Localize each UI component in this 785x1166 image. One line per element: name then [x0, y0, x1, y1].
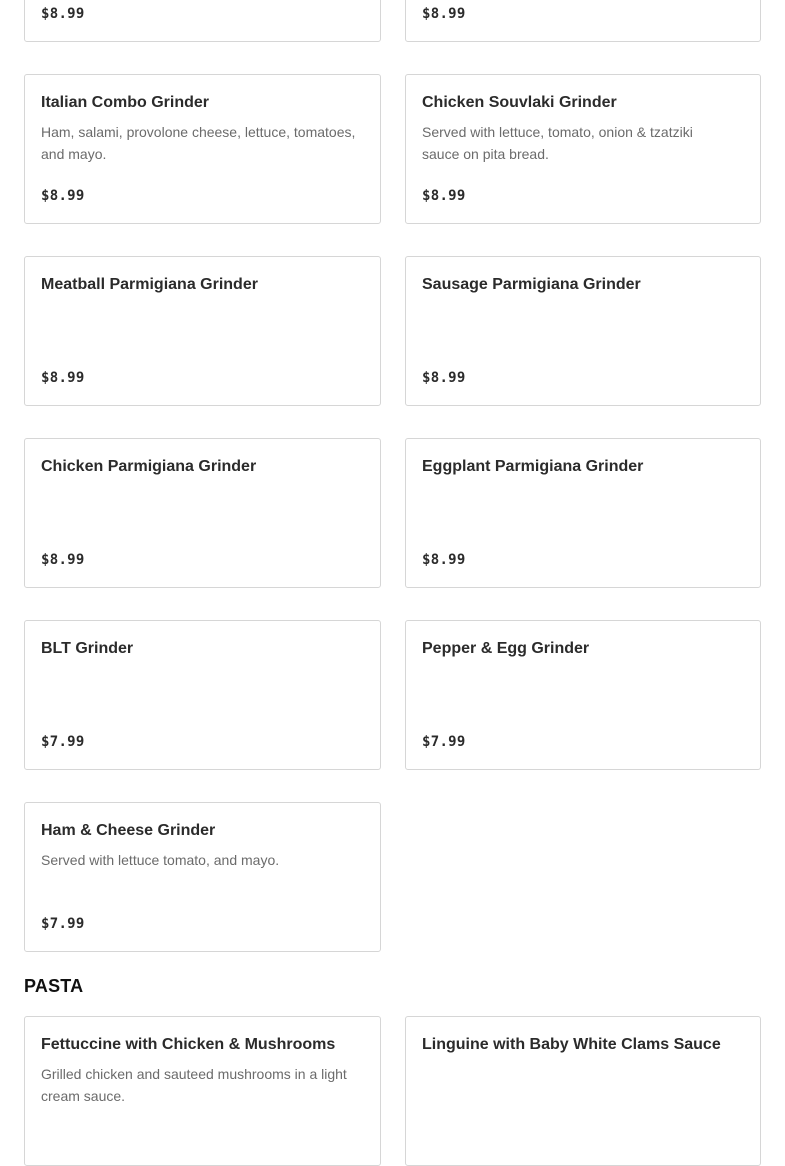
menu-item-card[interactable]: [405, 256, 761, 406]
menu-item-card[interactable]: [24, 802, 381, 952]
item-price: $8.99: [422, 552, 466, 568]
menu-item-card[interactable]: [405, 1016, 761, 1166]
item-name: Linguine with Baby White Clams Sauce: [422, 1036, 721, 1053]
item-price: $8.99: [422, 6, 466, 22]
menu-item-card[interactable]: [24, 256, 381, 406]
item-description: Served with lettuce tomato, and mayo.: [41, 852, 280, 868]
menu-item-card[interactable]: [24, 0, 381, 42]
item-description: Ham, salami, provolone cheese, lettuce, tomatoes, and mayo.: [41, 124, 356, 162]
item-name: Italian Combo Grinder: [41, 94, 210, 111]
section-title-pasta: PASTA: [24, 976, 84, 996]
item-name: Sausage Parmigiana Grinder: [422, 276, 641, 293]
item-description: Served with lettuce, tomato, onion & tzatziki sauce on pita bread.: [422, 124, 693, 162]
item-price: $7.99: [41, 734, 85, 750]
menu-item-card[interactable]: [405, 438, 761, 588]
item-price: $8.99: [41, 552, 85, 568]
menu-item-card[interactable]: [405, 74, 761, 224]
item-name: BLT Grinder: [41, 640, 134, 657]
item-name: Pepper & Egg Grinder: [422, 640, 590, 657]
item-price: $8.99: [41, 188, 85, 204]
item-price: $8.99: [41, 370, 85, 386]
item-price: $8.99: [422, 188, 466, 204]
item-name: Fettuccine with Chicken & Mushrooms: [41, 1036, 336, 1053]
item-price: $8.99: [41, 6, 85, 22]
menu-item-card[interactable]: [24, 1016, 381, 1166]
menu-item-card[interactable]: [405, 0, 761, 42]
item-name: Meatball Parmigiana Grinder: [41, 276, 258, 293]
menu-item-card[interactable]: [405, 620, 761, 770]
menu-item-card[interactable]: [24, 438, 381, 588]
item-name: Ham & Cheese Grinder: [41, 822, 216, 839]
item-name: Chicken Parmigiana Grinder: [41, 458, 257, 475]
item-name: Eggplant Parmigiana Grinder: [422, 458, 644, 475]
menu-item-card[interactable]: [24, 74, 381, 224]
item-name: Chicken Souvlaki Grinder: [422, 94, 617, 111]
item-price: $7.99: [41, 916, 85, 932]
item-price: $8.99: [422, 370, 466, 386]
item-description: Grilled chicken and sauteed mushrooms in a light cream sauce.: [41, 1066, 347, 1104]
item-price: $7.99: [422, 734, 466, 750]
menu-item-card[interactable]: [24, 620, 381, 770]
